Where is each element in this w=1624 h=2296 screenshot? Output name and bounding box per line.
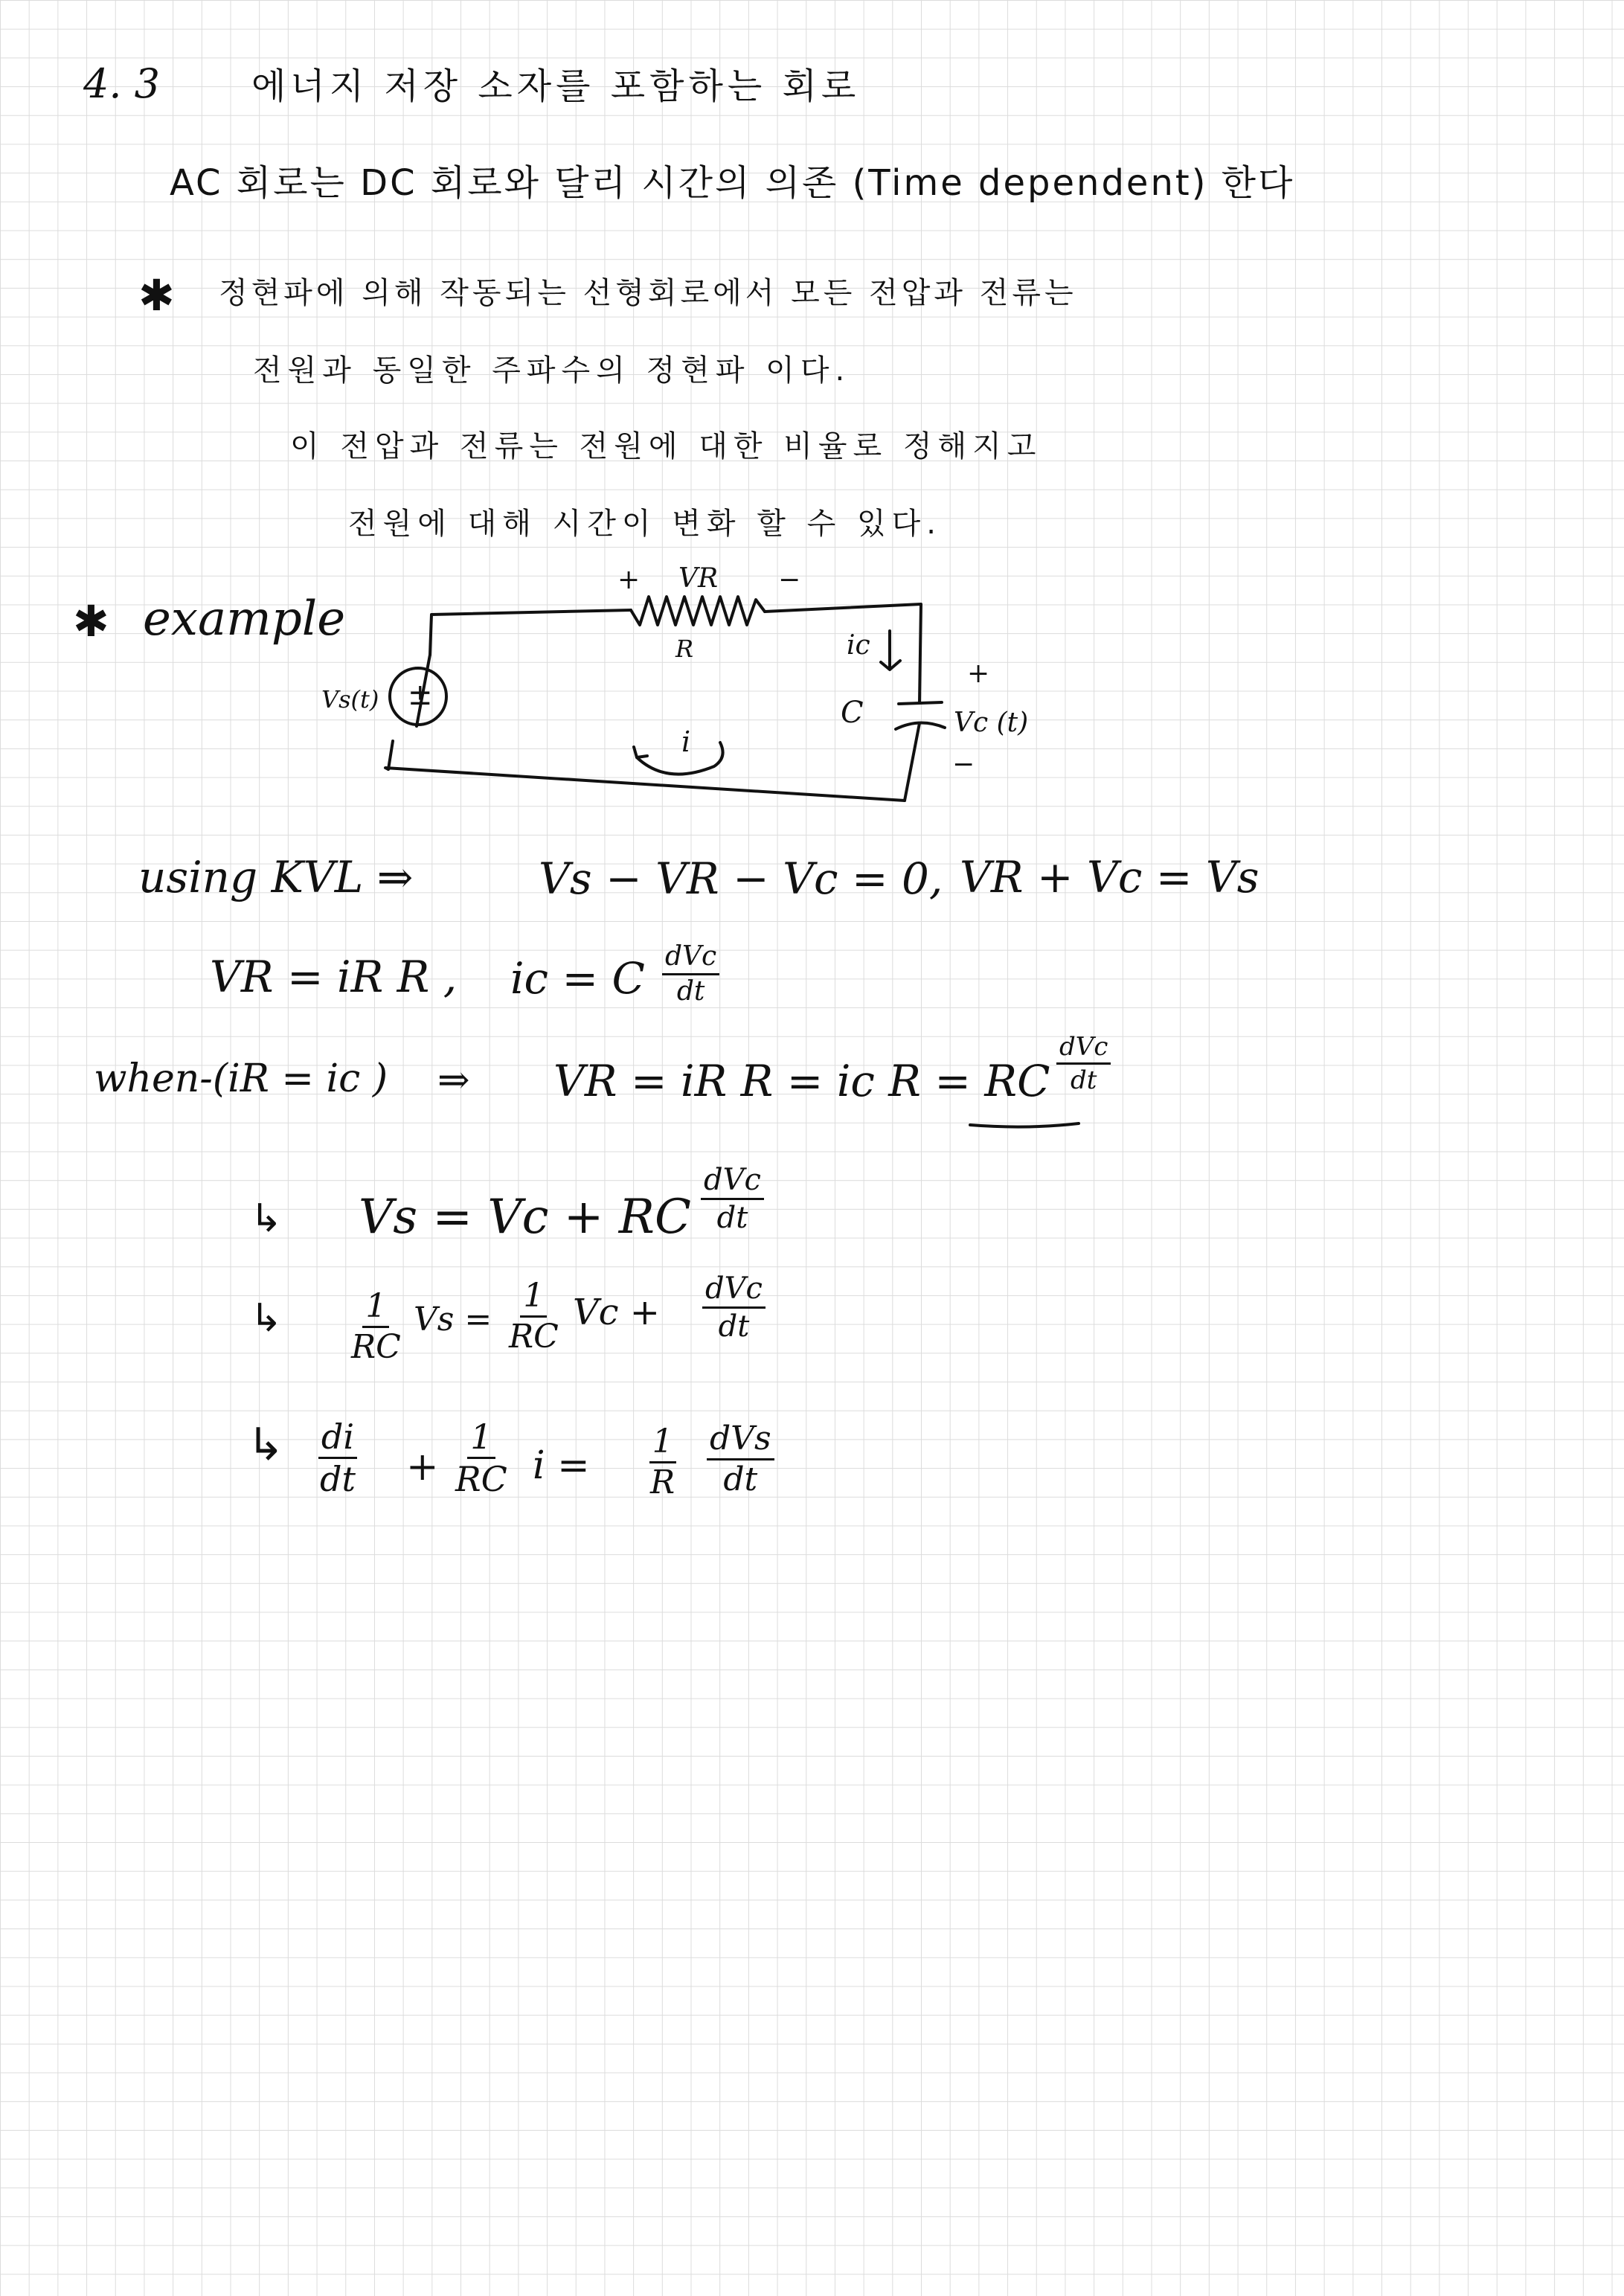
capacitor-label: C [841, 696, 864, 730]
resistor-label: R [675, 635, 694, 663]
step3-fraction-2-num: 1 [467, 1420, 495, 1459]
note-line-1: 정현파에 의해 작동되는 선형회로에서 모든 전압과 전류는 [219, 276, 1077, 310]
vs-label: Vs(t) [321, 685, 379, 714]
ic-derivative-den: dt [676, 976, 705, 1007]
ic-label: ic [847, 630, 870, 661]
step1-equation: Vs = Vc + RC [359, 1190, 691, 1245]
ic-derivative-num: dVc [662, 943, 719, 975]
intro-text: AC 회로는 DC 회로와 달리 시간의 의존 (Time dependent) 한다 [170, 162, 1295, 204]
kvl-equation: Vs − VR − Vc = 0, [539, 853, 943, 904]
step1-derivative-num: dVc [701, 1165, 764, 1200]
ic-equation: ic = C [510, 953, 645, 1004]
when-derivative-den: dt [1070, 1065, 1097, 1095]
step3-fraction-2 [452, 1417, 510, 1499]
step1-derivative [701, 1165, 764, 1233]
vr-label: VR [678, 563, 719, 594]
note-line-2: 전원과 동일한 주파수의 정현파 이다. [253, 353, 851, 388]
step1-arrow: ↳ [250, 1196, 283, 1241]
when-equation: VR = iR R = ic R = RC [553, 1056, 1050, 1106]
step3-fraction-3-num: 1 [649, 1426, 676, 1463]
step2-vc: Vc + [573, 1292, 661, 1333]
step2-fraction-1 [348, 1287, 404, 1366]
note-line-4: 전원에 대해 시간이 변화 할 수 있다. [348, 507, 942, 541]
vr-plus-sign: + [617, 565, 641, 595]
note-line-3: 이 전압과 전류는 전원에 대한 비율로 정해지고 [290, 429, 1042, 464]
step3-fraction-4 [707, 1420, 774, 1498]
section-title: 에너지 저장 소자를 포함하는 회로 [251, 65, 861, 107]
step2-fraction-3-num: dVc [702, 1274, 766, 1309]
step2-arrow: ↳ [250, 1296, 283, 1341]
step3-plus: + [406, 1445, 439, 1489]
step2-fraction-1-den: RC [351, 1328, 401, 1366]
vr-equation: VR = iR R , [210, 952, 458, 1002]
vc-plus-sign: + [967, 658, 990, 689]
when-derivative-num: dVc [1056, 1034, 1111, 1065]
step1-derivative-den: dt [716, 1201, 748, 1235]
step3-arrow: ↳ [247, 1419, 285, 1471]
step2-fraction-2 [506, 1277, 562, 1356]
when-condition: when-(iR = ic ) [94, 1056, 388, 1101]
step3-i: i = [533, 1443, 590, 1488]
step2-fraction-3-den: dt [718, 1309, 750, 1344]
step2-vs: Vs = [414, 1301, 492, 1338]
vr-minus-sign: − [778, 565, 801, 595]
star-icon: ✱ [138, 270, 175, 321]
when-arrow: ⇒ [437, 1058, 470, 1103]
section-number: 4. 3 [83, 60, 161, 107]
source-sign: ± [408, 678, 433, 712]
step2-fraction-2-den: RC [509, 1318, 559, 1356]
step3-fraction-1-den: dt [320, 1459, 356, 1499]
step2-fraction-2-num: 1 [520, 1280, 547, 1318]
vc-label: Vc (t) [954, 708, 1029, 738]
step3-fraction-1-num: di [318, 1420, 357, 1459]
step3-fraction-4-num: dVs [707, 1423, 774, 1460]
example-star-icon: ✱ [73, 596, 109, 647]
kvl-equation-2: VR + Vc = Vs [960, 852, 1259, 902]
step2-fraction-3 [702, 1272, 766, 1344]
step3-fraction-4-den: dt [723, 1460, 758, 1498]
step2-fraction-1-num: 1 [362, 1290, 389, 1328]
step3-fraction-3-den: R [650, 1463, 675, 1501]
step3-fraction-3 [647, 1423, 678, 1501]
kvl-label: using KVL ⇒ [138, 852, 414, 902]
vc-minus-sign: − [952, 749, 975, 780]
loop-current-label: i [681, 725, 691, 758]
step3-fraction-2-den: RC [455, 1459, 507, 1499]
example-label: example [143, 591, 346, 647]
step3-fraction-1 [317, 1417, 359, 1499]
